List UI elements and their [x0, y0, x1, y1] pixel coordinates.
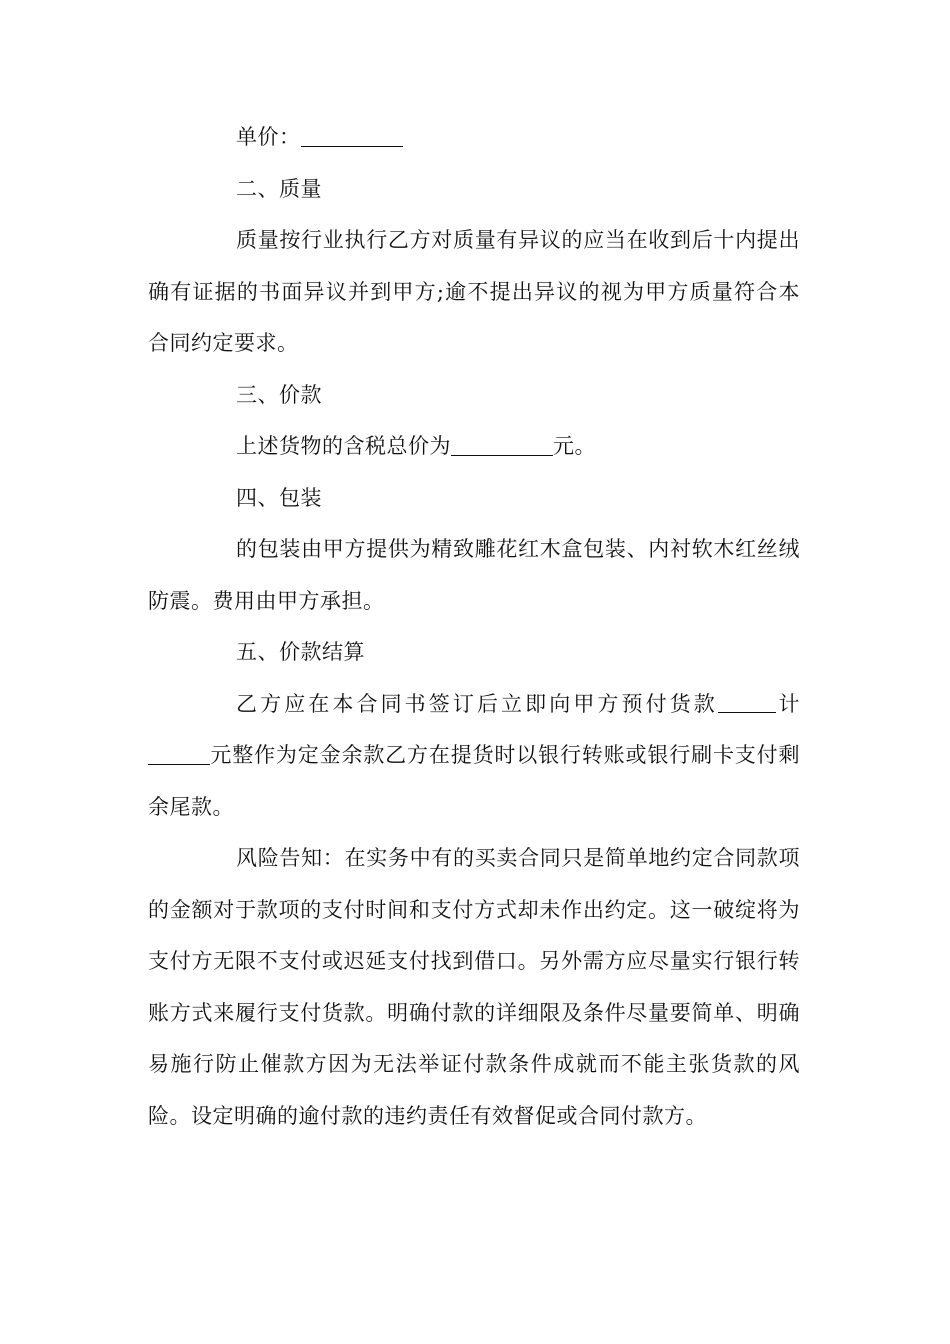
section-5-text-2: 计: [775, 691, 801, 716]
section-4-heading: 四、包装: [236, 485, 322, 510]
unit-price-label: 单价：: [236, 125, 301, 149]
section-3-body: [148, 421, 800, 473]
section-5-text-1: 乙方应在本合同书签订后立即向甲方预付货款: [236, 691, 718, 716]
section-2-heading: 二、质量: [236, 176, 322, 201]
section-5-heading: 五、价款结算: [236, 640, 365, 664]
deposit-amount-blank: [148, 741, 210, 764]
section-5-text-3: 元整作为定金余款乙方在提货时以银行转账或银行刷卡支付剩余尾款。: [148, 743, 800, 819]
total-price-blank: [451, 432, 553, 455]
document-body: [148, 112, 800, 1142]
section-5-body: [148, 679, 800, 834]
section-3-heading: 三、价款: [236, 382, 322, 407]
prepayment-blank: [718, 690, 776, 713]
section-4-body: 的包装由甲方提供为精致雕花红木盒包装、内衬软木红丝绒防震。费用由甲方承担。: [148, 537, 800, 613]
section-3-text-before: 上述货物的含税总价为: [236, 434, 451, 458]
unit-price-blank: [301, 123, 403, 146]
unit-price-line: [148, 112, 800, 164]
section-2-body: 质量按行业执行乙方对质量有异议的应当在收到后十内提出确有证据的书面异议并到甲方;逾不提出异议的视为甲方质量符合本合同约定要求。: [148, 228, 800, 355]
risk-notice: 风险告知：在实务中有的买卖合同只是简单地约定合同款项的金额对于款项的支付时间和支付方式却未作出约定。这一破绽将为支付方无限不支付或迟延支付找到借口。另外需方应尽量实行银行转账方式来履行支付货款。明确付款的详细限及条件尽量要简单、明确易施行防止催款方因为无法举证付款条件成就而不能主张货款的风险。设定明确的逾付款的违约责任有效督促或合同付款方。: [148, 846, 800, 1128]
section-3-text-after: 元。: [553, 434, 596, 458]
